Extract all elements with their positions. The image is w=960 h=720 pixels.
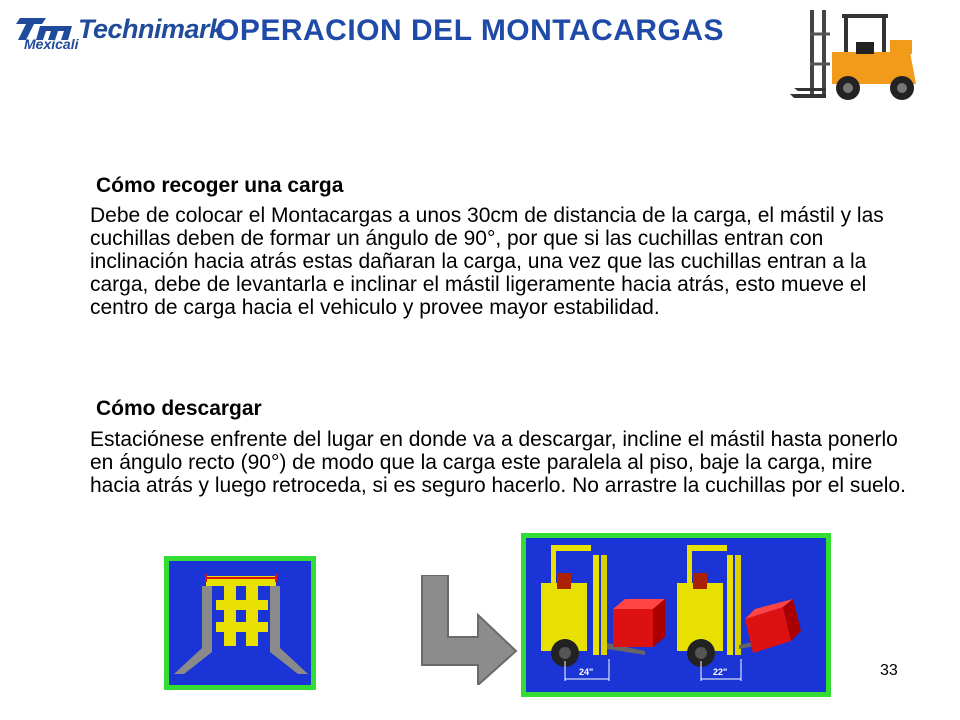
forklift-photo: [790, 4, 930, 104]
section-heading-descargar: Cómo descargar: [96, 397, 262, 420]
arrow-down-right-icon: [418, 575, 518, 685]
page-number: 33: [880, 662, 898, 679]
logo-subtext: Mexicali: [24, 36, 79, 52]
section-body-descargar: Estaciónese enfrente del lugar en donde va a descargar, incline el mástil hasta ponerlo en ángulo recto (90°) de modo que la carga este paralela al piso, baje la carga, mire hacia atrás y luego retroceda, si es seguro hacerlo. No arrastre la cuchillas por el suelo.: [90, 428, 906, 497]
section-heading-recoger: Cómo recoger una carga: [96, 174, 344, 197]
forks-front-view-figure: [164, 556, 316, 690]
forklift-load-figure: [521, 533, 831, 697]
section-body-recoger: Debe de colocar el Montacargas a unos 30cm de distancia de la carga, el mástil y las cuchillas deben de formar un ángulo de 90°, por que si las cuchillas entran con inclinación hacia atrás estas dañaran la carga, una vez que las cuchillas entran a la carga, debe de levantarla e inclinar el mástil ligeramente hacia atrás, esto mueve el centro de carga hacia el vehiculo y provee mayor estabilidad.: [90, 204, 884, 319]
forklift-load-illustration: [521, 533, 831, 697]
distance-label-22: 22": [713, 667, 728, 677]
page-title: OPERACION DEL MONTACARGAS: [216, 14, 725, 47]
company-logo: [16, 12, 224, 60]
distance-label-24: 24": [579, 667, 594, 677]
logo-text: Technimark: [78, 14, 224, 44]
